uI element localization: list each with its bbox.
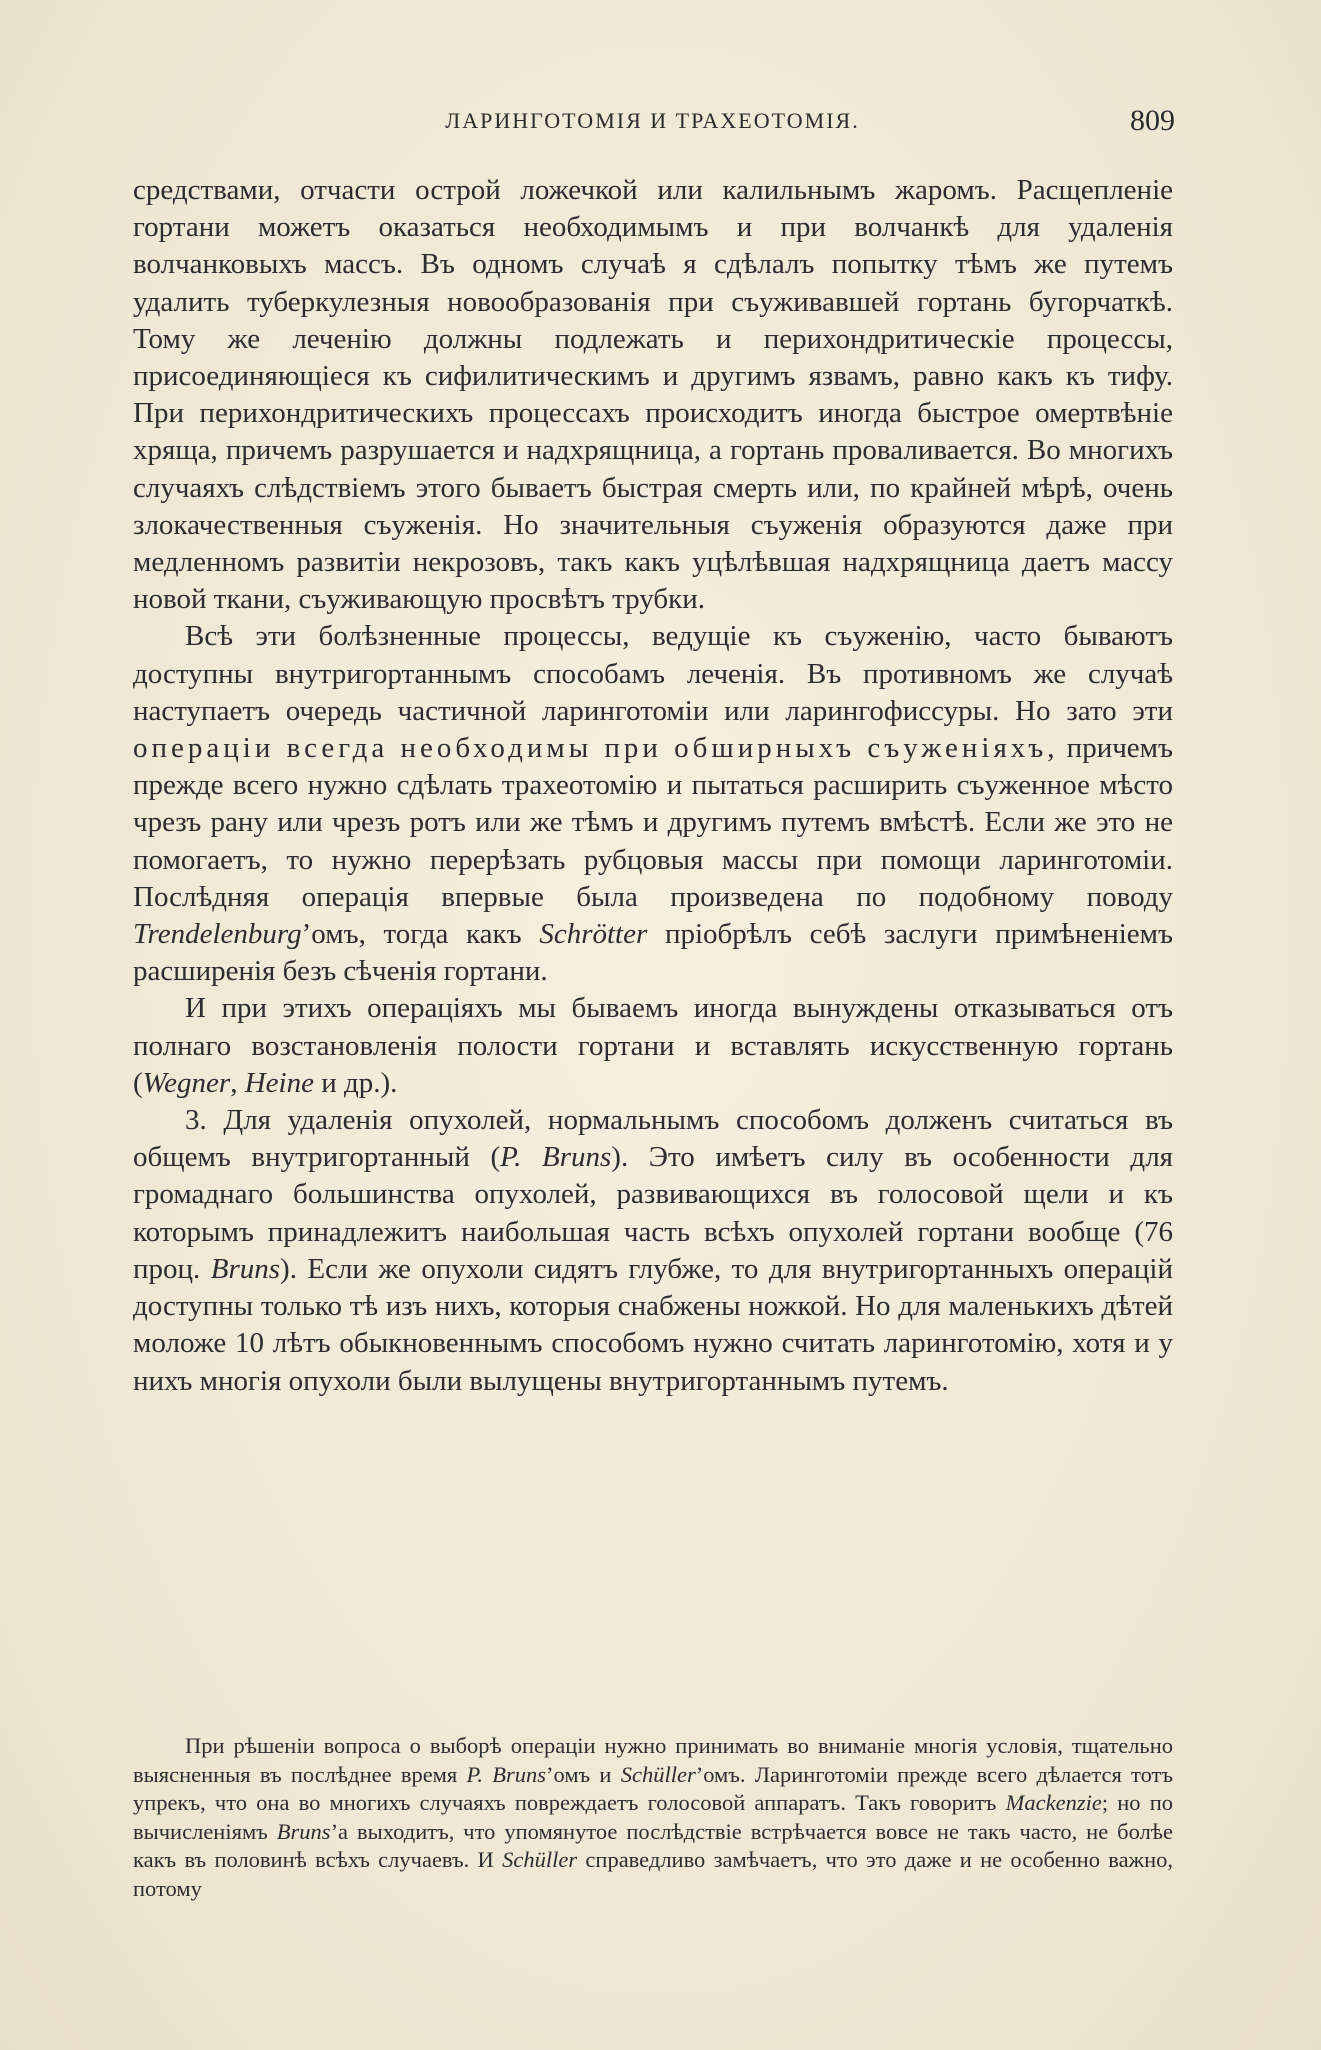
footnote-author-p-bruns: P. Bruns bbox=[466, 1761, 546, 1787]
author-name-heine: Heine bbox=[244, 1066, 314, 1099]
paragraph-4-text-b: ). Это имѣетъ силу въ особенности для громаднаго большинства опухолей, развивающихся въ голосовой щели и къ которымъ принадлежитъ наибольшая часть всѣхъ опухолей гортани вообще (76 проц. bbox=[133, 1141, 1174, 1285]
footnote-text-b: ’омъ и bbox=[546, 1761, 612, 1787]
footnote-text-f: справедливо замѣчаетъ, что это даже и не особенно важно, потому bbox=[133, 1847, 1174, 1901]
footnote-text-c: ’омъ. Ларинготоміи прежде всего дѣлается тотъ упрекъ, что она во многихъ случаяхъ повреждаетъ голосовой аппаратъ. Такъ говоритъ bbox=[133, 1761, 1174, 1816]
running-title: ЛАРИНГОТОМІЯ И ТРАХЕОТОМІЯ. bbox=[445, 108, 860, 133]
footnote-text-a: При рѣшеніи вопроса о выборѣ операціи нужно принимать во вниманіе многія условія, тщательно выясненныя въ послѣднее время bbox=[133, 1733, 1173, 1787]
paragraph-3 bbox=[133, 990, 1173, 1102]
paragraph-3-text-c: и др.). bbox=[321, 1066, 398, 1099]
footnote bbox=[133, 1732, 1173, 1904]
author-name-wegner: Wegner bbox=[142, 1066, 231, 1099]
footnote-text-d: ; но по вычисленіямъ bbox=[133, 1790, 1174, 1844]
footnote-paragraph bbox=[133, 1732, 1173, 1904]
paragraph-3-text-b: , bbox=[230, 1066, 238, 1099]
paragraph-2-text-c: ’омъ, тогда какъ bbox=[301, 918, 522, 951]
author-name-bruns: Bruns bbox=[210, 1252, 281, 1285]
footnote-author-bruns: Bruns bbox=[276, 1818, 331, 1844]
footnote-author-schuller: Schüller bbox=[620, 1761, 696, 1787]
footnote-author-schuller-2: Schüller bbox=[502, 1847, 578, 1873]
paragraph-2-text-d: пріобрѣлъ себѣ заслуги примѣненіемъ расширенія безъ сѣченія гортани. bbox=[133, 918, 1173, 988]
paragraph-2-emphasis: операціи всегда необходимы при обширныхъ съуженіяхъ, bbox=[133, 732, 1059, 765]
footnote-author-mackenzie: Mackenzie bbox=[1005, 1790, 1102, 1816]
paragraph-2-text-a: Всѣ эти болѣзненные процессы, ведущіе къ съуженію, часто бываютъ доступны внутригортаннымъ способамъ леченія. Въ противномъ же случаѣ наступаетъ очередь частичной ларинготоміи или ларингофиссуры. Но зато эти bbox=[133, 620, 1173, 727]
page-number: 809 bbox=[1130, 104, 1175, 137]
paragraph-4-text-c: ). Если же опухоли сидятъ глубже, то для внутригортанныхъ операцій доступны только тѣ изъ нихъ, которыя снабжены ножкой. Но для маленькихъ дѣтей моложе 10 лѣтъ обыкновеннымъ способомъ нужно считать ларинготомію, хотя и у нихъ многія опухоли были вылущены внутригортаннымъ путемъ. bbox=[133, 1252, 1173, 1397]
paragraph-4-text-a: 3. Для удаленія опухолей, нормальнымъ способомъ долженъ считаться въ общемъ внутригортанный ( bbox=[133, 1104, 1173, 1174]
paragraph-4 bbox=[133, 1102, 1173, 1400]
page-header bbox=[130, 104, 1175, 144]
footnote-text-e: ’а выходитъ, что упомянутое послѣдствіе встрѣчается вовсе не такъ часто, не болѣе какъ въ половинѣ всѣхъ случаевъ. И bbox=[133, 1818, 1174, 1873]
author-name-p-bruns: P. Bruns bbox=[500, 1141, 612, 1174]
author-name-trendelenburg: Trendelenburg bbox=[133, 918, 302, 951]
paragraph-2-text-b: причемъ прежде всего нужно сдѣлать трахеотомію и пытаться расширить съуженное мѣсто чрезъ рану или чрезъ ротъ или же тѣмъ и другимъ путемъ вмѣстѣ. Если же это не помогаетъ, то нужно перерѣзать рубцовыя массы при помощи ларинготоміи. Послѣдняя операція впервые была произведена по подобному поводу bbox=[133, 732, 1174, 913]
author-name-schrotter: Schrötter bbox=[539, 918, 648, 951]
main-text bbox=[133, 172, 1173, 1400]
paragraph-2 bbox=[133, 618, 1173, 990]
paragraph-1 bbox=[133, 172, 1173, 618]
paragraph-3-text-a: И при этихъ операціяхъ мы бываемъ иногда вынуждены отказываться отъ полнаго возстановленія полости гортани и вставлять искусственную гортань ( bbox=[133, 992, 1173, 1099]
paragraph-1-text: средствами, отчасти острой ложечкой или калильнымъ жаромъ. Расщепленіе гортани можетъ оказаться необходимымъ и при волчанкѣ для удаленія волчанковыхъ массъ. Въ одномъ случаѣ я сдѣлалъ попытку тѣмъ же путемъ удалить туберкулезныя новообразованія при съуживавшей гортань бугорчаткѣ. Тому же леченію должны подлежать и перихондритическіе процессы, присоединяющіеся къ сифилитическимъ и другимъ язвамъ, равно какъ къ тифу. При перихондритическихъ процессахъ происходитъ иногда быстрое омертвѣніе хряща, причемъ разрушается и надхрящница, а гортань проваливается. Во многихъ случаяхъ слѣдствіемъ этого бываетъ быстрая смерть или, по крайней мѣрѣ, очень злокачественныя съуженія. Но значительныя съуженія образуются даже при медленномъ развитіи некрозовъ, такъ какъ уцѣлѣвшая надхрящница даетъ массу новой ткани, съуживающую просвѣтъ трубки. bbox=[133, 174, 1173, 616]
